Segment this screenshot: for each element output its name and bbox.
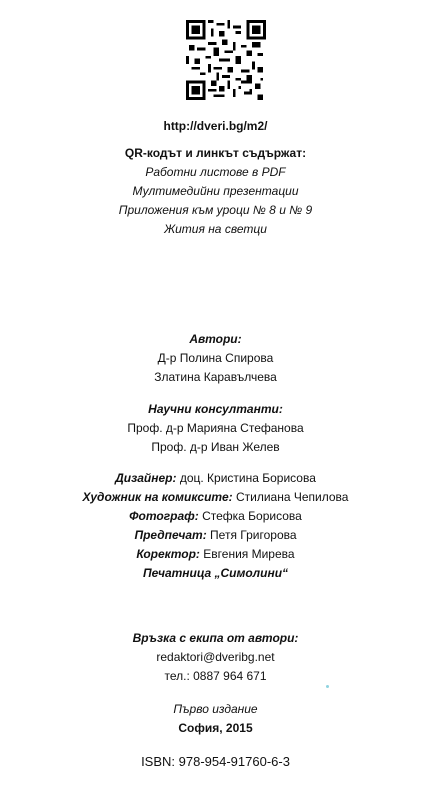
- edition-block: [0, 700, 431, 738]
- consultants-heading: Научни консултанти:: [148, 402, 283, 416]
- team-row-printer: [0, 564, 431, 583]
- qr-contents-heading: QR-кодът и линкът съдържат:: [124, 146, 307, 160]
- team-row-proofreader: [0, 545, 431, 564]
- isbn-number: ISBN: 978-954-91760-6-3: [141, 754, 290, 769]
- qr-contents-item: Жития на светци: [164, 222, 267, 236]
- team-role: Коректор:: [136, 547, 200, 561]
- team-role: Предпечат:: [134, 528, 207, 542]
- team-member: доц. Кристина Борисова: [179, 471, 316, 485]
- contact-block: [0, 629, 431, 686]
- qr-contents-item: Работни листове в PDF: [145, 165, 286, 179]
- author-name: Д-р Полина Спирова: [157, 351, 274, 365]
- consultant-name: Проф. д-р Марияна Стефанова: [127, 421, 304, 435]
- team-row-prepress: [0, 526, 431, 545]
- team-row-photographer: [0, 507, 431, 526]
- edition-place-year: София, 2015: [178, 721, 253, 735]
- team-member: Евгения Мирева: [203, 547, 295, 561]
- team-member: Петя Григорова: [210, 528, 297, 542]
- contact-email[interactable]: redaktori@dveribg.net: [156, 650, 275, 664]
- author-name: Златина Каравълчева: [154, 370, 277, 384]
- team-row-designer: [0, 469, 431, 488]
- edition-label: Първо издание: [173, 702, 258, 716]
- qr-code-icon[interactable]: [186, 20, 266, 100]
- authors-heading: Автори:: [189, 332, 242, 346]
- printing-house: Печатница „Симолини“: [142, 566, 289, 580]
- consultant-name: Проф. д-р Иван Желев: [151, 440, 280, 454]
- contact-phone: тел.: 0887 964 671: [164, 669, 267, 683]
- team-member: Стефка Борисова: [202, 509, 302, 523]
- qr-contents-item: Приложения към уроци № 8 и № 9: [118, 203, 313, 217]
- qr-contents-block: [0, 144, 431, 239]
- team-role: Художник на комиксите:: [82, 490, 233, 504]
- print-speck: [326, 685, 329, 688]
- consultants-block: [0, 400, 431, 457]
- team-block: [0, 469, 431, 583]
- authors-block: [0, 330, 431, 387]
- qr-contents-item: Мултимедийни презентации: [132, 184, 299, 198]
- resource-link[interactable]: http://dveri.bg/m2/: [163, 119, 268, 133]
- team-member: Стилиана Чепилова: [235, 490, 349, 504]
- team-row-illustrator: [0, 488, 431, 507]
- team-role: Дизайнер:: [115, 471, 177, 485]
- team-role: Фотограф:: [129, 509, 199, 523]
- contact-heading: Връзка с екипа от автори:: [132, 631, 299, 645]
